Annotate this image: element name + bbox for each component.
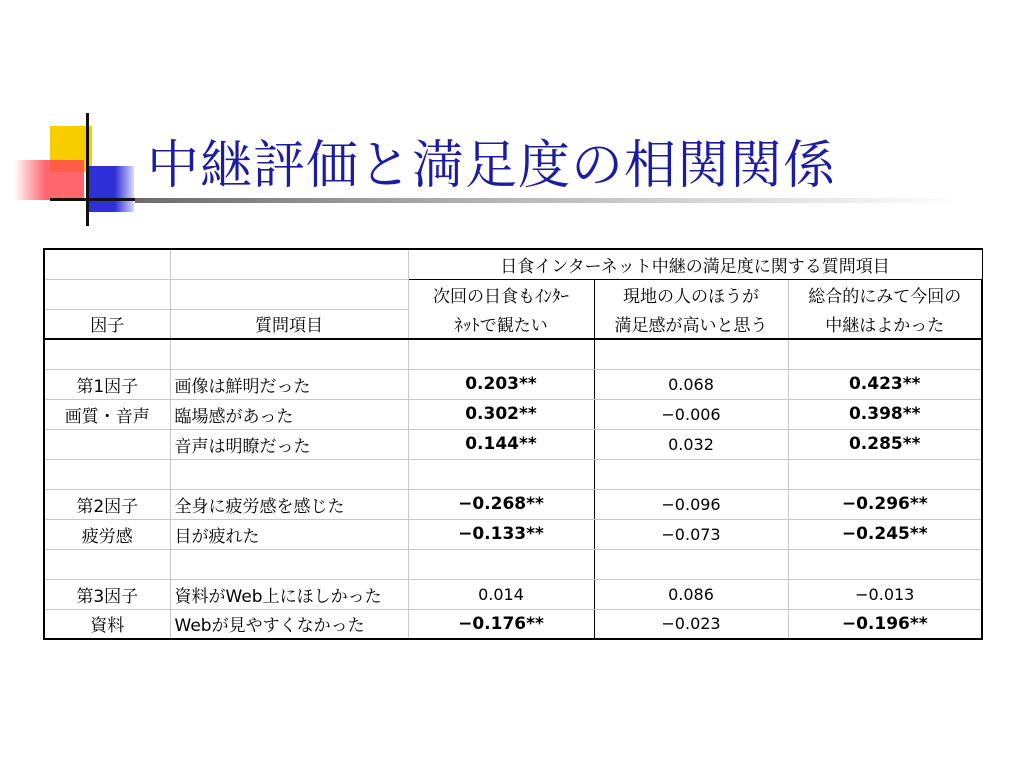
column-header-a: ﾈｯﾄで観たい bbox=[408, 309, 594, 339]
item-cell: 全身に疲労感を感じた bbox=[170, 489, 408, 519]
factor-cell bbox=[44, 429, 170, 459]
item-cell: 臨場感があった bbox=[170, 399, 408, 429]
factor-cell: 疲労感 bbox=[44, 519, 170, 549]
item-cell: Webが見やすくなかった bbox=[170, 609, 408, 639]
item-cell: 画像は鮮明だった bbox=[170, 369, 408, 399]
column-header-b: 現地の人のほうが bbox=[594, 279, 788, 309]
value-cell: −0.073 bbox=[594, 519, 788, 549]
spacer-cell bbox=[408, 549, 594, 579]
value-cell: −0.268** bbox=[408, 489, 594, 519]
column-header-b: 満足感が高いと思う bbox=[594, 309, 788, 339]
column-header-item: 質問項目 bbox=[170, 309, 408, 339]
header-empty-cell bbox=[44, 249, 170, 279]
header-empty-cell bbox=[44, 279, 170, 309]
value-cell: 0.086 bbox=[594, 579, 788, 609]
spacer-cell bbox=[788, 459, 982, 489]
value-cell: 0.014 bbox=[408, 579, 594, 609]
value-cell: −0.196** bbox=[788, 609, 982, 639]
blue-square-decoration bbox=[86, 166, 134, 212]
table-row bbox=[44, 609, 982, 639]
value-cell: 0.203** bbox=[408, 369, 594, 399]
value-cell: −0.006 bbox=[594, 399, 788, 429]
value-cell: −0.013 bbox=[788, 579, 982, 609]
vertical-line-decoration bbox=[86, 113, 89, 226]
table-row bbox=[44, 399, 982, 429]
column-header-a: 次回の日食もｲﾝﾀｰ bbox=[408, 279, 594, 309]
item-cell: 資料がWeb上にほしかった bbox=[170, 579, 408, 609]
spacer-cell bbox=[44, 459, 170, 489]
factor-cell: 第1因子 bbox=[44, 369, 170, 399]
question-group-header: 日食インターネット中継の満足度に関する質問項目 bbox=[408, 249, 982, 279]
spacer-cell bbox=[44, 549, 170, 579]
value-cell: −0.096 bbox=[594, 489, 788, 519]
value-cell: 0.144** bbox=[408, 429, 594, 459]
slide-decoration bbox=[0, 0, 150, 240]
value-cell: −0.176** bbox=[408, 609, 594, 639]
spacer-cell bbox=[788, 549, 982, 579]
spacer-cell bbox=[788, 339, 982, 369]
horizontal-line-decoration bbox=[50, 198, 136, 201]
column-header-c: 総合的にみて今回の bbox=[788, 279, 982, 309]
correlation-table bbox=[43, 248, 983, 640]
value-cell: −0.023 bbox=[594, 609, 788, 639]
factor-cell: 資料 bbox=[44, 609, 170, 639]
column-header-c: 中継はよかった bbox=[788, 309, 982, 339]
spacer-cell bbox=[594, 459, 788, 489]
column-header-factor: 因子 bbox=[44, 309, 170, 339]
red-square-decoration bbox=[14, 160, 84, 200]
table-row bbox=[44, 489, 982, 519]
item-cell: 音声は明瞭だった bbox=[170, 429, 408, 459]
value-cell: 0.423** bbox=[788, 369, 982, 399]
table-row bbox=[44, 429, 982, 459]
header-empty-cell bbox=[170, 279, 408, 309]
value-cell: 0.032 bbox=[594, 429, 788, 459]
spacer-cell bbox=[408, 459, 594, 489]
factor-cell: 第2因子 bbox=[44, 489, 170, 519]
spacer-cell bbox=[170, 549, 408, 579]
value-cell: 0.068 bbox=[594, 369, 788, 399]
value-cell: −0.133** bbox=[408, 519, 594, 549]
value-cell: 0.285** bbox=[788, 429, 982, 459]
spacer-cell bbox=[408, 339, 594, 369]
factor-cell: 第3因子 bbox=[44, 579, 170, 609]
table-row bbox=[44, 519, 982, 549]
value-cell: −0.245** bbox=[788, 519, 982, 549]
spacer-cell bbox=[170, 459, 408, 489]
title-underline bbox=[135, 198, 965, 203]
value-cell: 0.398** bbox=[788, 399, 982, 429]
value-cell: 0.302** bbox=[408, 399, 594, 429]
table-row bbox=[44, 579, 982, 609]
item-cell: 目が疲れた bbox=[170, 519, 408, 549]
spacer-cell bbox=[44, 339, 170, 369]
table-row bbox=[44, 369, 982, 399]
factor-cell: 画質・音声 bbox=[44, 399, 170, 429]
value-cell: −0.296** bbox=[788, 489, 982, 519]
slide-title: 中継評価と満足度の相関関係 bbox=[147, 136, 837, 196]
header-empty-cell bbox=[170, 249, 408, 279]
spacer-cell bbox=[170, 339, 408, 369]
spacer-cell bbox=[594, 549, 788, 579]
spacer-cell bbox=[594, 339, 788, 369]
